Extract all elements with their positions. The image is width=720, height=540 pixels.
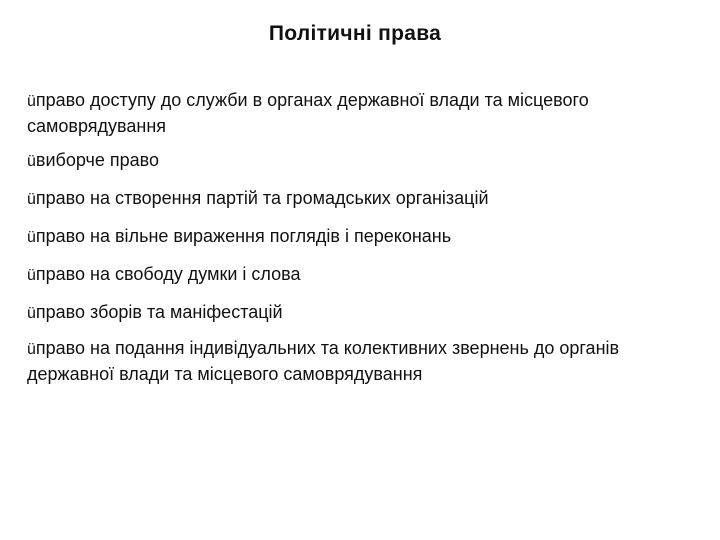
list-item (27, 262, 697, 288)
list-item (27, 186, 697, 212)
check-icon: ü (27, 267, 36, 284)
check-icon: ü (27, 341, 36, 358)
list-item (27, 148, 697, 174)
check-icon: ü (27, 191, 36, 208)
list-item-text: виборче право (35, 150, 159, 170)
list-item-text: право доступу до служби в органах державної влади та місцевого самоврядування (27, 90, 589, 136)
check-icon: ü (27, 93, 36, 110)
list-item (27, 300, 697, 326)
list-item (27, 336, 697, 386)
list-item (27, 88, 697, 138)
check-icon: ü (27, 305, 36, 322)
rights-list (27, 88, 697, 398)
list-item-text: право на створення партій та громадських організацій (35, 188, 489, 208)
list-item (27, 224, 697, 250)
check-icon: ü (27, 153, 36, 170)
list-item-text: право на свободу думки і слова (35, 264, 301, 284)
list-item-text: право на вільне вираження поглядів і переконань (35, 226, 452, 246)
slide-title: Політичні права (268, 22, 442, 45)
list-item-text: право зборів та маніфестацій (35, 302, 283, 322)
list-item-text: право на подання індивідуальних та колективних звернень до органів державної влади та місцевого самоврядування (27, 338, 620, 384)
check-icon: ü (27, 229, 36, 246)
